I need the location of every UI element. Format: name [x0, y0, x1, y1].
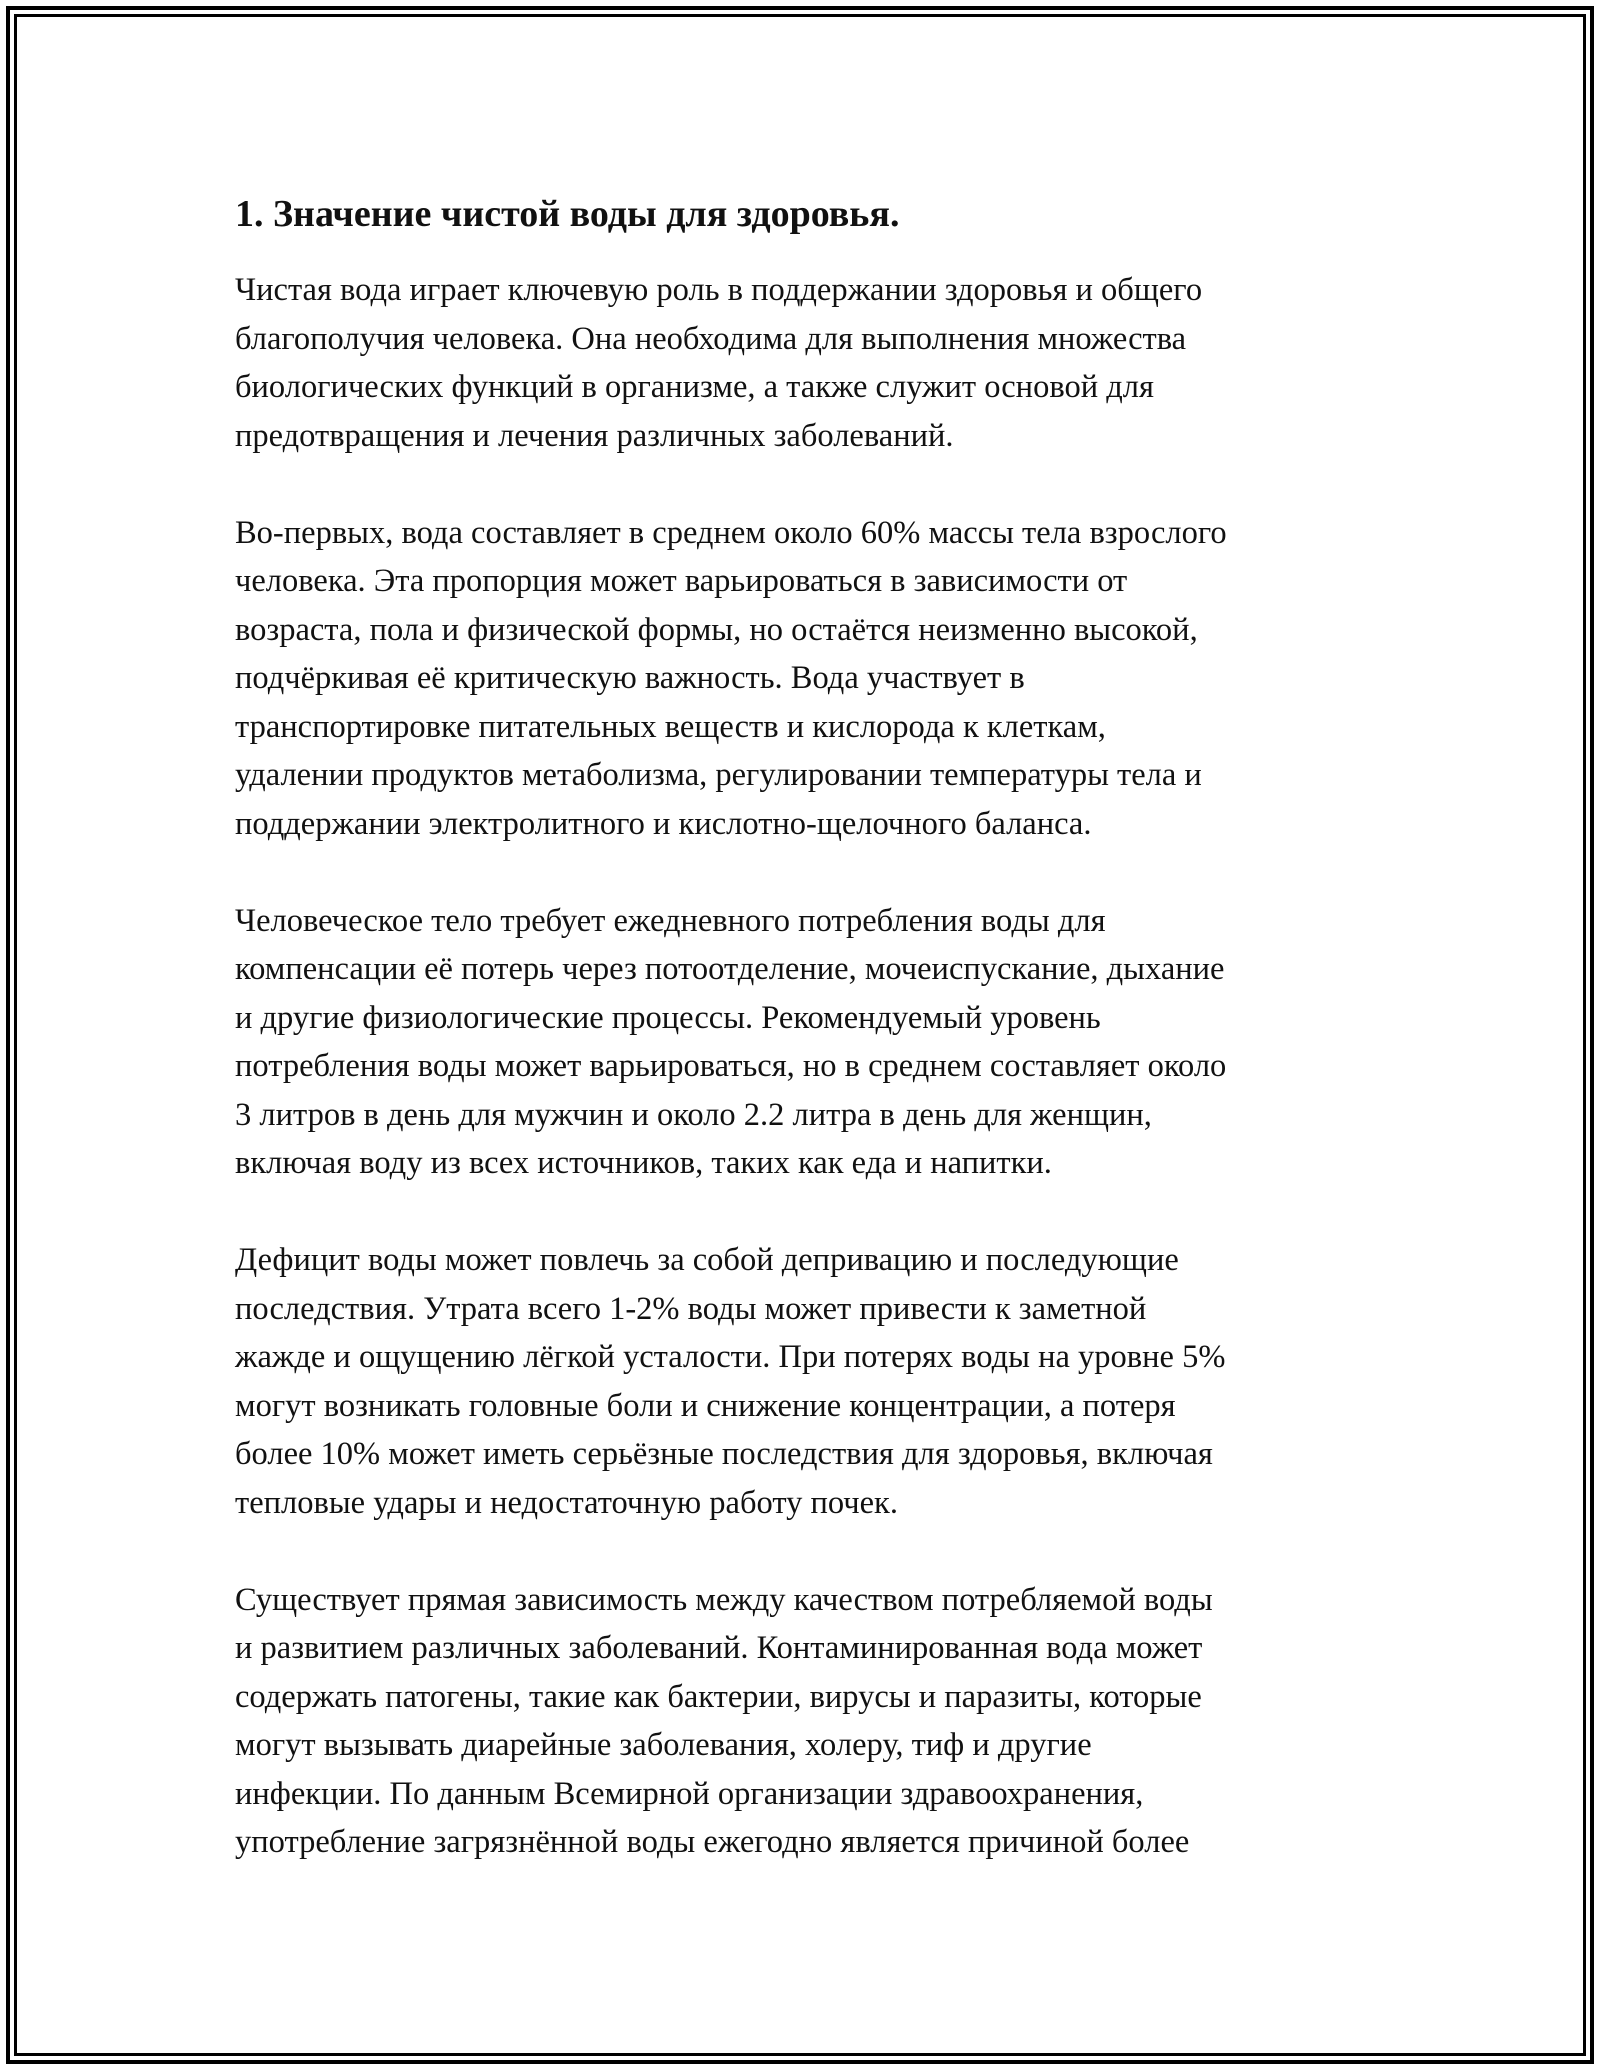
paragraph	[235, 897, 1375, 1188]
text-line: потребления воды может варьироваться, но в среднем составляет около	[235, 1048, 1227, 1084]
text-line: Существует прямая зависимость между качеством потребляемой воды	[235, 1581, 1213, 1618]
text-line: могут возникать головные боли и снижение концентрации, а потеря	[235, 1387, 1176, 1424]
text-line: и развитием различных заболеваний. Контаминированная вода может	[235, 1630, 1203, 1666]
text-line: тепловые удары и недостаточную работу почек.	[235, 1484, 898, 1521]
text-line: инфекции. По данным Всемирной организации здравоохранения,	[235, 1775, 1144, 1812]
text-line: возраста, пола и физической формы, но остаётся неизменно высокой,	[235, 611, 1198, 648]
text-line: Дефицит воды может повлечь за собой депривацию и последующие	[235, 1242, 1179, 1278]
text-line: Чистая вода играет ключевую роль в поддержании здоровья и общего	[235, 272, 1203, 308]
text-line: последствия. Утрата всего 1-2% воды может привести к заметной	[235, 1290, 1147, 1327]
text-line: употребление загрязнённой воды ежегодно является причиной более	[235, 1824, 1190, 1860]
paragraph	[235, 266, 1375, 460]
paragraph	[235, 1236, 1375, 1527]
text-line: могут вызывать диарейные заболевания, холеру, тиф и другие	[235, 1727, 1092, 1763]
text-line: удалении продуктов метаболизма, регулировании температуры тела и	[235, 757, 1202, 793]
text-line: Во-первых, вода составляет в среднем около 60% массы тела взрослого	[235, 514, 1227, 551]
text-line: поддержании электролитного и кислотно-щелочного баланса.	[235, 805, 1092, 842]
text-line: биологических функций в организме, а также служит основой для	[235, 369, 1154, 405]
text-line: и другие физиологические процессы. Рекомендуемый уровень	[235, 999, 1101, 1036]
paragraph	[235, 509, 1375, 849]
document-body	[235, 188, 1375, 1915]
text-line: компенсации её потерь через потоотделение, мочеиспускание, дыхание	[235, 951, 1225, 987]
text-line: транспортировке питательных веществ и кислорода к клеткам,	[235, 708, 1106, 745]
text-line: более 10% может иметь серьёзные последствия для здоровья, включая	[235, 1436, 1213, 1472]
text-line: включая воду из всех источников, таких как еда и напитки.	[235, 1145, 1052, 1181]
text-line: человека. Эта пропорция может варьироваться в зависимости от	[235, 563, 1128, 599]
text-line: жажде и ощущению лёгкой усталости. При потерях воды на уровне 5%	[235, 1339, 1226, 1375]
text-line: благополучия человека. Она необходима для выполнения множества	[235, 320, 1187, 357]
text-line: Человеческое тело требует ежедневного потребления воды для	[235, 902, 1106, 939]
text-line: 3 литров в день для мужчин и около 2.2 литра в день для женщин,	[235, 1096, 1152, 1133]
text-line: подчёркивая её критическую важность. Вода участвует в	[235, 660, 1025, 696]
text-line: предотвращения и лечения различных заболеваний.	[235, 417, 954, 454]
paragraph	[235, 1576, 1375, 1867]
section-heading: 1. Значение чистой воды для здоровья.	[235, 193, 900, 235]
text-line: содержать патогены, такие как бактерии, вирусы и паразиты, которые	[235, 1678, 1202, 1715]
